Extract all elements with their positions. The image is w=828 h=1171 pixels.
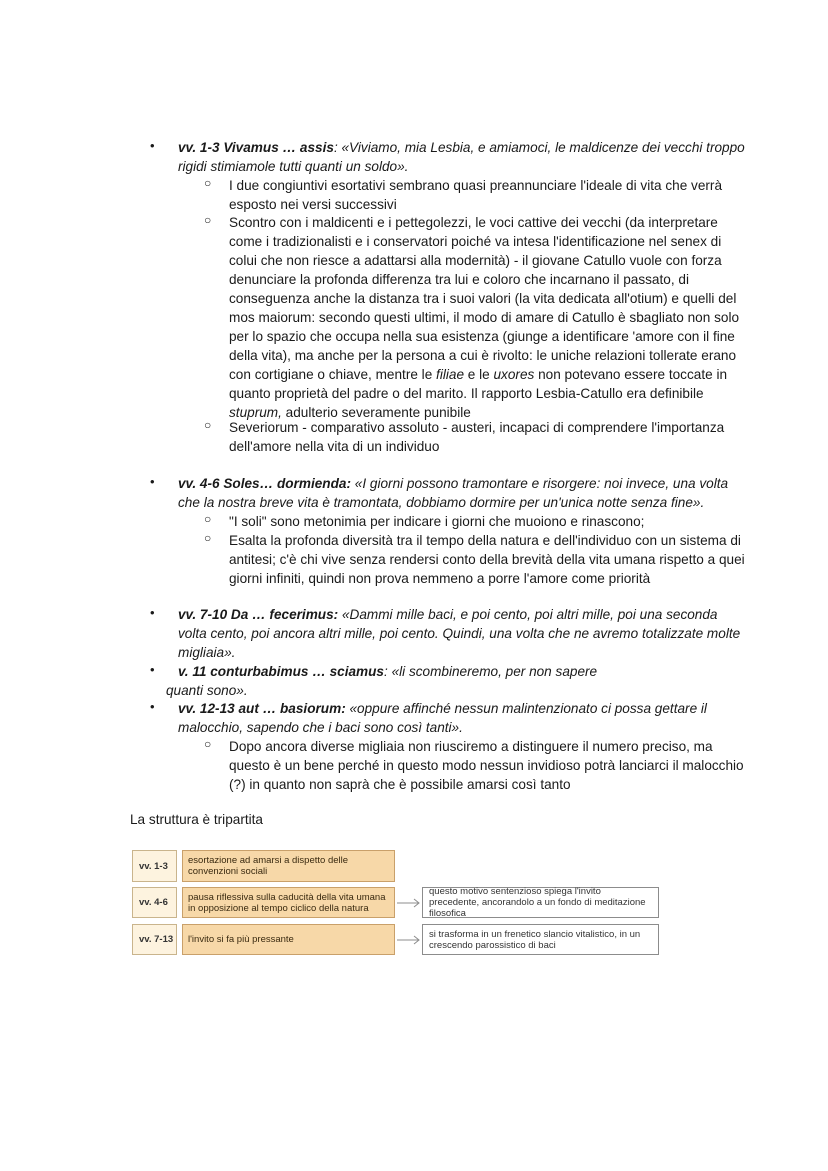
arrow-right-icon <box>397 933 423 947</box>
item-translation: «oppure affinché nessun malintenzionato ci possa gettare il malocchio, sapendo che i baci sono così tanti». <box>178 701 707 735</box>
sub-item: Severiorum - comparativo assoluto - austeri, incapaci di comprendere l'importanza dell'amore nella vita di un individuo <box>229 420 725 454</box>
arrow-right-icon <box>397 896 423 910</box>
sub-item-long: Scontro con i maldicenti e i pettegolezzi, le voci cattive dei vecchi (da interpretare come i tradizionalisti e i conservatori poiché va intesa l'identificazione nel senex di colui che non riesce a adattarsi alla modernità) - il giovane Catullo vuole con forza denunciare la profonda differenza tra lui e coloro che incarnano il passato, di conseguenza anche la distanza tra i suoi valori (la vita dedicata all'otium) e quelli del mos maiorum: secondo questi ultimi, il modo di amare di Catullo è sbagliato non solo per lo spazio che occupa nella sua esistenza (giunge a identificare 'amore con il fine della vita), ma anche per la persona a cui è rivolto: le uniche relazioni tollerate erano con cortigiane o chiave, mentre le filiae e le uxores non potevano essere toccate in quanto proprietà del padre o del marito. Il rapporto Lesbia-Catullo era definibile stuprum, adulterio severamente punibile <box>229 215 740 420</box>
item-vv12-13 <box>178 699 748 737</box>
item-vv7-10 <box>178 605 748 662</box>
sub-item: Dopo ancora diverse migliaia non riusciremo a distinguere il numero preciso, ma questo è un bene perché in questo modo nessun invidioso potrà lanciarci il malocchio (?) in quanto non saprà che è possibile amarsi così tanto <box>229 739 744 792</box>
verse-label: vv. 4-6 <box>132 887 177 918</box>
bullet-dot: • <box>150 138 155 153</box>
verse-label: vv. 1-3 <box>132 850 177 882</box>
structure-description: esortazione ad amarsi a dispetto delle convenzioni sociali <box>182 850 395 882</box>
structure-description: pausa riflessiva sulla caducità della vita umana in opposizione al tempo ciclico della natura <box>182 887 395 918</box>
circle-bullet: ○ <box>204 531 212 545</box>
item-vv1-3: vv. 1-3 Vivamus … assis: «Viviamo, mia Lesbia, e amiamoci, le maldicenze dei vecchi troppo rigidi stimiamole tutti quanti un soldo». <box>178 140 745 174</box>
structure-table <box>132 850 662 956</box>
item-translation: «I giorni possono tramontare e risorgere: noi invece, una volta che la nostra breve vita è tramontata, dobbiamo dormire per un'unica notte senza fine». <box>178 476 729 510</box>
structure-note: si trasforma in un frenetico slancio vitalistico, in un crescendo parossistico di baci <box>422 924 659 955</box>
bullet-dot: • <box>150 605 155 620</box>
item-translation: «Dammi mille baci, e poi cento, poi altri mille, poi una seconda volta cento, poi ancora altri mille, poi cento. Quindi, una volta che ne avremo totalizzate molte migliaia». <box>178 607 741 660</box>
bullet-dot: • <box>150 474 155 489</box>
item-translation: «Viviamo, mia Lesbia, e amiamoci, le maldicenze dei vecchi troppo rigidi stimiamole tutti quanti un soldo». <box>178 140 745 174</box>
structure-note: questo motivo sentenzioso spiega l'invito precedente, ancorandolo a un fondo di meditazione filosofica <box>422 887 659 918</box>
circle-bullet: ○ <box>204 737 212 751</box>
verse-label: vv. 7-13 <box>132 924 177 955</box>
structure-description: l'invito si fa più pressante <box>182 924 395 955</box>
sub-item: I due congiuntivi esortativi sembrano quasi preannunciare l'ideale di vita che verrà esposto nei versi successivi <box>229 178 723 212</box>
bullet-dot: • <box>150 662 155 677</box>
item-heading: v. 11 conturbabimus … sciamus <box>178 664 384 679</box>
circle-bullet: ○ <box>204 176 212 190</box>
bullet-dot: • <box>150 699 155 714</box>
structure-caption: La struttura è tripartita <box>130 812 263 827</box>
item-heading: vv. 7-10 Da … fecerimus: <box>178 607 339 622</box>
circle-bullet: ○ <box>204 213 212 227</box>
circle-bullet: ○ <box>204 512 212 526</box>
sub-item: Esalta la profonda diversità tra il tempo della natura e dell'individuo con un sistema di antitesi; c'è chi vive senza rendersi conto della brevità della vita umana rispetto a quei giorni infiniti, quindi non prova nemmeno a porre l'amore come priorità <box>229 533 745 586</box>
circle-bullet: ○ <box>204 418 212 432</box>
item-translation-cont: quanti sono». <box>166 683 248 698</box>
item-vv4-6 <box>178 474 753 512</box>
item-heading: vv. 4-6 Soles… dormienda: <box>178 476 352 491</box>
item-heading: vv. 1-3 Vivamus … assis <box>178 140 334 155</box>
sub-item: "I soli" sono metonimia per indicare i giorni che muoiono e rinascono; <box>229 514 645 529</box>
item-translation: «li scombineremo, per non sapere <box>391 664 598 679</box>
item-v11: v. 11 conturbabimus … sciamus: «li scombineremo, per non sapere <box>178 664 598 679</box>
item-heading: vv. 12-13 aut … basiorum: <box>178 701 346 716</box>
